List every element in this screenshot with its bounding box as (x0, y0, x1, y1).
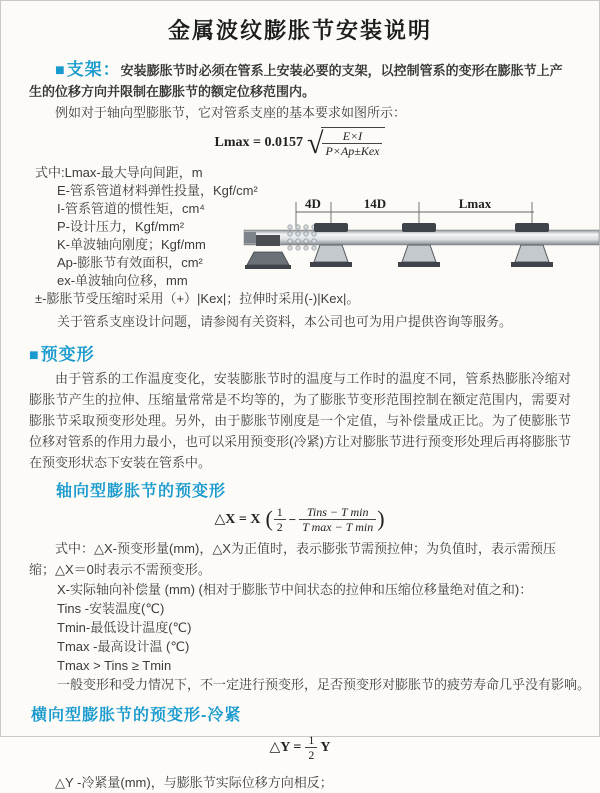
transverse-note: △Y -冷紧量(mm)，与膨胀节实际位移方向相反； (55, 775, 333, 790)
definition-line: K-单波轴向刚度；Kgf/mm (57, 237, 206, 252)
section-heading-support (55, 60, 121, 79)
transverse-subheading: 横向型膨胀节的预变形-冷紧 (31, 707, 242, 724)
formula-lmax-denominator: P×Ap±Kex (325, 144, 380, 158)
half-fraction (274, 505, 286, 534)
formula-lmax-numerator: E×I (322, 129, 382, 144)
plus-minus-note: ±-膨胀节受压缩时采用（+）|Kex|；拉伸时采用(-)|Kex|。 (35, 291, 360, 306)
half-fraction (305, 733, 317, 762)
definition-line: E-管系管道材料弹性投量，Kgf/cm² (57, 183, 258, 198)
half-numerator: 1 (274, 505, 286, 520)
close-paren: ) (377, 505, 385, 531)
definition-line: 式中:Lmax-最大导向间距，m (35, 165, 203, 180)
axial-formula-note: 式中：△X-预变形量(mm)，△X为正值时，表示膨张节需预拉伸；为负值时，表示需预压缩；△X＝0时表示不需预变形。 (29, 541, 556, 577)
axial-definition-line: Tmax -最高设计温 (℃) (57, 639, 190, 654)
section-heading-predeform (29, 340, 599, 365)
sqrt-sign: √ (307, 126, 324, 160)
axial-definition-line: Tmax > Tins ≥ Tmin (57, 658, 172, 673)
axial-subheading: 轴向型膨胀节的预变形 (56, 483, 227, 500)
service-note: 关于管系支座设计问题，请参阅有关资料，本公司也可为用户提供咨询等服务。 (57, 314, 513, 329)
temp-denominator: T max − T min (302, 520, 374, 534)
axial-definition-line: Tmin-最低设计温度(℃) (57, 620, 192, 635)
formula-lmax-lhs: Lmax = 0.0157 (214, 134, 303, 150)
dim-label-14d: 14D (363, 196, 387, 211)
support-intro-paragraph (29, 59, 571, 102)
half-denominator: 2 (276, 520, 283, 534)
predeform-heading-label: 预变形 (40, 345, 95, 364)
support-intro-text: 安装膨胀节时必须在管系上安装必要的支架，以控制管系的变形在膨胀节上产生的位移方向并限制在膨胀节的额定位移范围内。 (29, 63, 563, 99)
formula-lmax (1, 127, 599, 158)
support-example-text: 例如对于轴向型膨胀节，它对管系支座的基本要求如图所示： (55, 105, 407, 120)
temperature-fraction (299, 505, 376, 534)
definition-line: Ap-膨胀节有效面积，cm² (57, 255, 203, 270)
half-denominator: 2 (308, 748, 315, 762)
definition-line: I-管系管道的惯性矩，cm⁴ (57, 201, 205, 216)
formula-delta-y (1, 733, 599, 762)
definition-line: ex-单波轴向位移，mm (57, 273, 188, 288)
predeform-body-text: 由于管系的工作温度变化，安装膨胀节时的温度与工作时的温度不同，管系热膨胀冷缩对膨胀节产生的拉伸、压缩量常常是不均等的，为了膨胀节变形范围控制在额定范围内，需要对膨胀节采取预变形处理。另外，由于膨胀节刚度是一个定值，与补偿量成正比。为了使膨胀节位移对管系的作用力最小，也可以采用预变形(冷紧)方让对膨胀节进行预变形处理后再将膨胀节在预变形状态下安装在管系中。 (29, 371, 571, 470)
page-title: 金属波纹膨胀节安装说明 (167, 18, 432, 43)
open-paren: ( (265, 505, 273, 531)
formula-dy-lhs: △Y = (269, 740, 302, 755)
axial-definition-line: X-实际轴向补偿量 (mm) (相对于膨胀节中间状态的拉伸和压缩位移量绝对值之和)： (57, 582, 533, 597)
temp-numerator: Tins − T min (299, 505, 376, 520)
support-heading-label: 支架： (66, 60, 121, 79)
dim-label-4d: 4D (305, 196, 321, 211)
axial-fatigue-note: 一般变形和受力情况下，不一定进行预变形，足否预变形对膨胀节的疲劳寿命几乎没有影响。 (57, 677, 591, 692)
section-square-icon: ■ (55, 62, 66, 79)
dim-label-lmax: Lmax (458, 196, 492, 211)
formula-dx-lhs: △X = X (214, 512, 261, 527)
definition-line: P-设计压力，Kgf/mm² (57, 219, 185, 234)
formula-lmax-radicand (321, 127, 385, 158)
formula-delta-x (1, 505, 599, 534)
definitions-and-diagram (1, 164, 599, 331)
pipe-support-diagram (244, 192, 599, 287)
axial-definition-line: Tins -安装温度(℃) (57, 601, 165, 616)
half-numerator: 1 (305, 733, 317, 748)
minus-sign: − (288, 511, 297, 527)
section-square-icon: ■ (29, 347, 40, 364)
formula-dy-rhs: Y (320, 739, 331, 755)
